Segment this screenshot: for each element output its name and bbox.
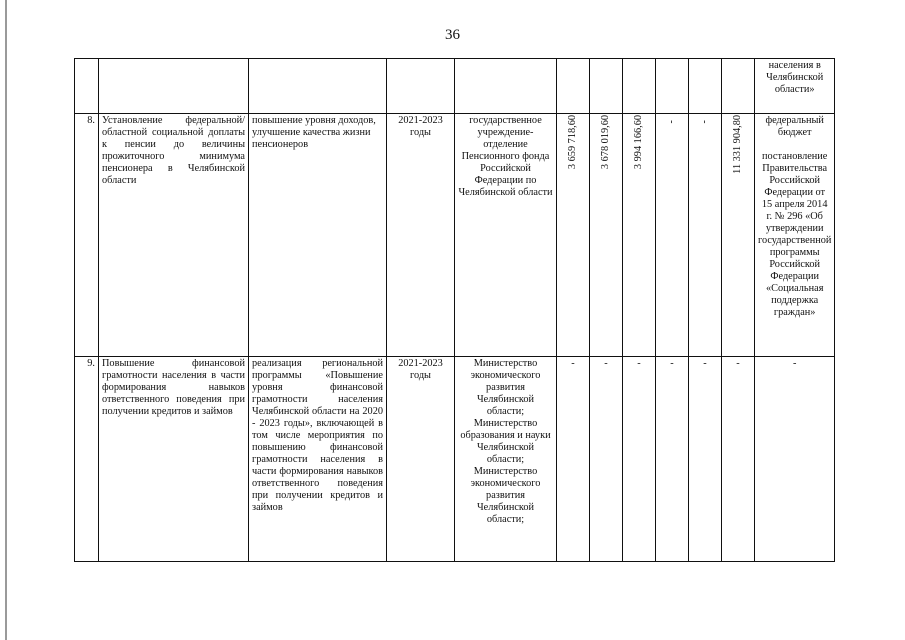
col-b-value: - [699,119,710,123]
cell-period [387,59,455,114]
amount-2022-cell [590,114,623,357]
amount-2022: 3 678 019,60 [600,115,611,170]
amount-2023: - [623,357,656,562]
row-number: 8. [75,114,99,357]
cell-measure [99,59,249,114]
total-value: - [722,357,755,562]
source-budget: федеральный бюджет [765,115,824,138]
amount-2021-cell [557,114,590,357]
period-text: 2021-2023 годы [387,357,455,562]
amount-2023-cell [623,114,656,357]
amount-2023: 3 994 166,60 [633,115,644,170]
cell-2022 [590,59,623,114]
source-basis: постановление Правительства Российской Федерации от 15 апреля 2014 г. № 296 «Об утверждении государственной программы Российской Федерации «Социальная поддержка граждан» [758,151,832,318]
cell-col-b [689,59,722,114]
col-a-cell [656,114,689,357]
cell-executor [455,59,557,114]
cell-no [75,59,99,114]
measures-table [74,58,835,562]
period-text: 2021-2023 годы [387,114,455,357]
cell-2023 [623,59,656,114]
measure-text: Повышение финансовой грамотности населения в части формирования навыков ответственного поведения при получении кредитов и займов [99,357,249,562]
col-b-cell [689,114,722,357]
col-a-value: - [666,119,677,123]
cell-source: населения в Челябинской области» [755,59,835,114]
table-row-continuation [75,59,835,114]
row-number: 9. [75,357,99,562]
source-value: - [755,357,835,562]
result-text: повышение уровня доходов, улучшение качества жизни пенсионеров [249,114,387,357]
measure-text: Установление федеральной/областной социальной доплаты к пенсии до величины прожиточного минимума пенсионера в Челябинской области [99,114,249,357]
amount-2021: - [557,357,590,562]
col-b-value: - [689,357,722,562]
cell-col-a [656,59,689,114]
scan-edge-shadow [5,0,7,640]
result-text: реализация региональной программы «Повышение уровня финансовой грамотности населения Челябинской области на 2020 - 2023 годы», включающей в том числе мероприятия по повышению финансовой грамотности населения в части формирования навыков ответственного поведения при получении кредитов и займов [249,357,387,562]
total-value: 11 331 904,80 [732,115,743,174]
col-a-value: - [656,357,689,562]
cell-result [249,59,387,114]
amount-2022: - [590,357,623,562]
table-row [75,357,835,562]
cell-2021 [557,59,590,114]
executor-text: государственное учреждение-отделение Пенсионного фонда Российской Федерации по Челябинской области [455,114,557,357]
cell-total [722,59,755,114]
table-row [75,114,835,357]
executor-text: Министерство экономического развития Челябинской области; Министерство образования и науки Челябинской области; Министерство экономического развития Челябинской области; [455,357,557,562]
page-number: 36 [445,27,460,43]
total-cell [722,114,755,357]
amount-2021: 3 659 718,60 [567,115,578,170]
source-cell [755,114,835,357]
